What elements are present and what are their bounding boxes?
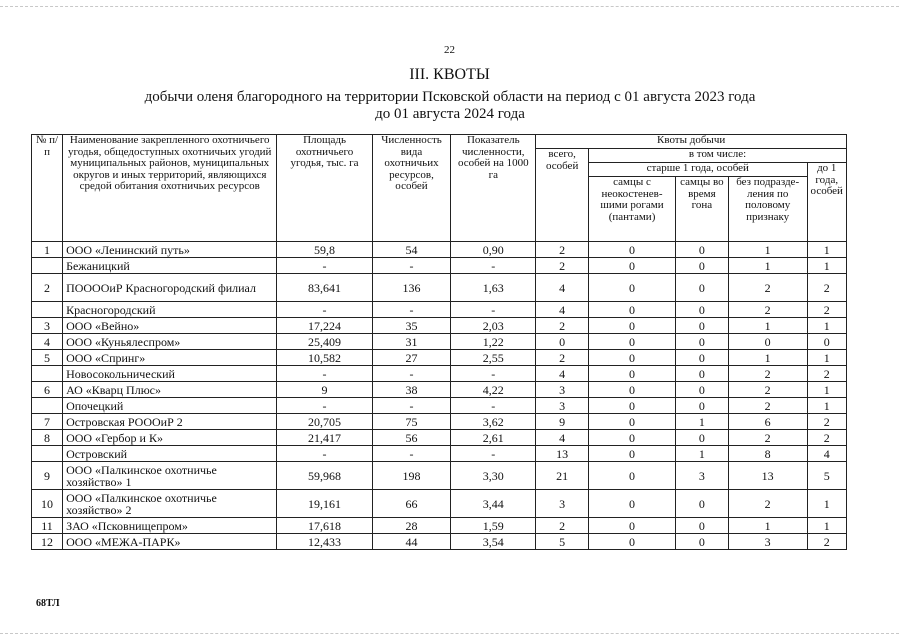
cell-under1: 4 <box>807 446 847 462</box>
cell-under1: 1 <box>807 490 847 518</box>
cell-total: 21 <box>536 462 589 490</box>
cell-num: 1 <box>32 242 63 258</box>
cell-name: Красногородский <box>63 302 277 318</box>
table-row <box>32 382 847 398</box>
cell-total: 9 <box>536 414 589 430</box>
cell-area: - <box>277 398 372 414</box>
cell-males-antlers: 0 <box>589 242 676 258</box>
cell-no-sex: 3 <box>728 534 807 550</box>
table-row <box>32 366 847 382</box>
cell-area: 83,641 <box>277 274 372 302</box>
table-row <box>32 242 847 258</box>
cell-count: 136 <box>372 274 451 302</box>
table-row <box>32 534 847 550</box>
cell-num: 10 <box>32 490 63 518</box>
table-row <box>32 318 847 334</box>
cell-no-sex: 1 <box>728 258 807 274</box>
cell-total: 5 <box>536 534 589 550</box>
cell-under1: 1 <box>807 518 847 534</box>
cell-num: 7 <box>32 414 63 430</box>
cell-males-rut: 1 <box>676 414 729 430</box>
cell-total: 13 <box>536 446 589 462</box>
cell-name: Бежаницкий <box>63 258 277 274</box>
cell-count: 38 <box>372 382 451 398</box>
cell-density: - <box>451 366 536 382</box>
cell-area: 10,582 <box>277 350 372 366</box>
table-row <box>32 490 847 518</box>
cell-males-antlers: 0 <box>589 382 676 398</box>
cell-count: 54 <box>372 242 451 258</box>
cell-name: ООО «Ленинский путь» <box>63 242 277 258</box>
quota-table <box>31 134 847 550</box>
cell-num <box>32 258 63 274</box>
document-subtitle <box>60 89 840 123</box>
cell-density: 1,22 <box>451 334 536 350</box>
cell-density: 2,55 <box>451 350 536 366</box>
cell-males-antlers: 0 <box>589 398 676 414</box>
cell-density: 1,59 <box>451 518 536 534</box>
cell-under1: 1 <box>807 398 847 414</box>
cell-count: - <box>372 398 451 414</box>
scan-edge-bottom <box>0 633 899 634</box>
cell-area: 25,409 <box>277 334 372 350</box>
cell-males-rut: 0 <box>676 366 729 382</box>
table-row <box>32 302 847 318</box>
cell-males-antlers: 0 <box>589 414 676 430</box>
page-number: 22 <box>444 44 455 56</box>
cell-under1: 1 <box>807 258 847 274</box>
cell-name: АО «Кварц Плюс» <box>63 382 277 398</box>
cell-males-antlers: 0 <box>589 274 676 302</box>
cell-name: Опочецкий <box>63 398 277 414</box>
cell-num <box>32 446 63 462</box>
cell-total: 4 <box>536 274 589 302</box>
cell-area: 17,618 <box>277 518 372 534</box>
cell-total: 3 <box>536 490 589 518</box>
cell-under1: 5 <box>807 462 847 490</box>
cell-males-antlers: 0 <box>589 258 676 274</box>
header-quotas: Квоты добычи <box>536 135 847 149</box>
cell-count: 198 <box>372 462 451 490</box>
cell-total: 4 <box>536 302 589 318</box>
cell-area: 20,705 <box>277 414 372 430</box>
cell-density: 3,62 <box>451 414 536 430</box>
cell-count: 31 <box>372 334 451 350</box>
cell-name: Новосокольнический <box>63 366 277 382</box>
cell-under1: 2 <box>807 414 847 430</box>
cell-density: 3,30 <box>451 462 536 490</box>
cell-density: 2,03 <box>451 318 536 334</box>
cell-under1: 1 <box>807 382 847 398</box>
cell-num: 4 <box>32 334 63 350</box>
cell-num <box>32 366 63 382</box>
cell-total: 2 <box>536 258 589 274</box>
cell-name: Островская РОООиР 2 <box>63 414 277 430</box>
cell-males-rut: 0 <box>676 382 729 398</box>
cell-males-rut: 0 <box>676 258 729 274</box>
header-row-1 <box>32 135 847 149</box>
header-total: всего, особей <box>536 149 589 242</box>
cell-no-sex: 2 <box>728 398 807 414</box>
cell-density: 1,63 <box>451 274 536 302</box>
cell-area: 17,224 <box>277 318 372 334</box>
cell-name: ООО «Палкинское охотничье хозяйство» 2 <box>63 490 277 518</box>
table-row <box>32 414 847 430</box>
cell-area: - <box>277 302 372 318</box>
cell-name: ПОООOиР Красногородский филиал <box>63 274 277 302</box>
cell-name: ООО «Спринг» <box>63 350 277 366</box>
cell-no-sex: 1 <box>728 242 807 258</box>
cell-under1: 2 <box>807 430 847 446</box>
cell-total: 2 <box>536 350 589 366</box>
cell-under1: 1 <box>807 350 847 366</box>
cell-density: - <box>451 446 536 462</box>
cell-males-rut: 0 <box>676 274 729 302</box>
cell-count: 66 <box>372 490 451 518</box>
cell-total: 2 <box>536 518 589 534</box>
cell-males-antlers: 0 <box>589 430 676 446</box>
cell-males-rut: 0 <box>676 334 729 350</box>
cell-density: 3,44 <box>451 490 536 518</box>
cell-males-antlers: 0 <box>589 534 676 550</box>
cell-males-antlers: 0 <box>589 350 676 366</box>
cell-males-rut: 0 <box>676 302 729 318</box>
header-males-rut: самцы во время гона <box>676 177 729 242</box>
header-density: Показатель численности, особей на 1000 га <box>451 135 536 242</box>
cell-num: 2 <box>32 274 63 302</box>
cell-no-sex: 1 <box>728 350 807 366</box>
cell-density: - <box>451 258 536 274</box>
cell-males-antlers: 0 <box>589 366 676 382</box>
cell-males-antlers: 0 <box>589 318 676 334</box>
subtitle-line-2: до 01 августа 2024 года <box>375 106 525 122</box>
cell-total: 3 <box>536 398 589 414</box>
header-area: Площадь охотничьего угодья, тыс. га <box>277 135 372 242</box>
table-row <box>32 462 847 490</box>
cell-total: 4 <box>536 430 589 446</box>
cell-num <box>32 302 63 318</box>
cell-name: ООО «МЕЖА-ПАРК» <box>63 534 277 550</box>
table-row <box>32 430 847 446</box>
cell-males-rut: 0 <box>676 350 729 366</box>
cell-males-antlers: 0 <box>589 334 676 350</box>
table-row <box>32 518 847 534</box>
cell-males-rut: 1 <box>676 446 729 462</box>
cell-num: 5 <box>32 350 63 366</box>
header-num: № п/п <box>32 135 63 242</box>
cell-no-sex: 2 <box>728 490 807 518</box>
table-row <box>32 350 847 366</box>
cell-density: 4,22 <box>451 382 536 398</box>
cell-num: 11 <box>32 518 63 534</box>
cell-under1: 2 <box>807 302 847 318</box>
cell-no-sex: 6 <box>728 414 807 430</box>
cell-density: - <box>451 302 536 318</box>
cell-area: - <box>277 258 372 274</box>
cell-num: 6 <box>32 382 63 398</box>
cell-no-sex: 1 <box>728 518 807 534</box>
table-row <box>32 274 847 302</box>
cell-males-rut: 0 <box>676 242 729 258</box>
cell-area: - <box>277 366 372 382</box>
table-row <box>32 334 847 350</box>
cell-under1: 2 <box>807 534 847 550</box>
cell-area: 21,417 <box>277 430 372 446</box>
cell-no-sex: 1 <box>728 318 807 334</box>
cell-count: 44 <box>372 534 451 550</box>
cell-count: - <box>372 258 451 274</box>
cell-males-antlers: 0 <box>589 302 676 318</box>
cell-males-antlers: 0 <box>589 462 676 490</box>
cell-under1: 2 <box>807 274 847 302</box>
subtitle-line-1: добычи оленя благородного на территории Псковской области на период с 01 августа 2023 года <box>144 89 756 105</box>
cell-males-rut: 0 <box>676 534 729 550</box>
cell-count: - <box>372 446 451 462</box>
cell-count: - <box>372 302 451 318</box>
cell-under1: 1 <box>807 242 847 258</box>
header-no-sex: без подразде-ления по половому признаку <box>728 177 807 242</box>
cell-density: 2,61 <box>451 430 536 446</box>
header-males-antlers: самцы с неокостенев-шими рогами (пантами) <box>589 177 676 242</box>
cell-name: ЗАО «Псковнищепром» <box>63 518 277 534</box>
cell-density: 0,90 <box>451 242 536 258</box>
quota-table-body <box>32 242 847 550</box>
footer-code: 68ТЛ <box>36 598 60 609</box>
cell-total: 4 <box>536 366 589 382</box>
cell-males-rut: 0 <box>676 490 729 518</box>
cell-area: 12,433 <box>277 534 372 550</box>
table-row <box>32 258 847 274</box>
header-under1: до 1 года, особей <box>807 163 847 242</box>
section-title: III. КВОТЫ <box>409 66 490 83</box>
cell-num: 12 <box>32 534 63 550</box>
cell-males-antlers: 0 <box>589 446 676 462</box>
cell-males-rut: 0 <box>676 398 729 414</box>
header-name: Наименование закрепленного охотничьего угодья, общедоступных охотничьих угодий муниципальных районов, муниципальных округов и иных территорий, являющихся средой обитания охотничьих ресурсов <box>63 135 277 242</box>
cell-total: 2 <box>536 242 589 258</box>
cell-males-rut: 3 <box>676 462 729 490</box>
scan-edge-top <box>0 6 899 7</box>
cell-males-antlers: 0 <box>589 518 676 534</box>
cell-no-sex: 8 <box>728 446 807 462</box>
cell-density: - <box>451 398 536 414</box>
cell-name: ООО «Вейно» <box>63 318 277 334</box>
cell-total: 2 <box>536 318 589 334</box>
cell-area: 59,8 <box>277 242 372 258</box>
cell-males-antlers: 0 <box>589 490 676 518</box>
cell-name: Островский <box>63 446 277 462</box>
cell-no-sex: 2 <box>728 274 807 302</box>
cell-count: 27 <box>372 350 451 366</box>
cell-no-sex: 2 <box>728 382 807 398</box>
cell-under1: 0 <box>807 334 847 350</box>
cell-area: - <box>277 446 372 462</box>
cell-total: 3 <box>536 382 589 398</box>
header-count: Численность вида охотничьих ресурсов, особей <box>372 135 451 242</box>
cell-no-sex: 13 <box>728 462 807 490</box>
table-row <box>32 398 847 414</box>
header-including: в том числе: <box>589 149 847 163</box>
cell-num <box>32 398 63 414</box>
cell-count: 75 <box>372 414 451 430</box>
cell-area: 59,968 <box>277 462 372 490</box>
cell-total: 0 <box>536 334 589 350</box>
cell-no-sex: 2 <box>728 366 807 382</box>
cell-under1: 1 <box>807 318 847 334</box>
cell-num: 3 <box>32 318 63 334</box>
cell-no-sex: 2 <box>728 302 807 318</box>
cell-count: 56 <box>372 430 451 446</box>
cell-no-sex: 0 <box>728 334 807 350</box>
cell-name: ООО «Гербор и К» <box>63 430 277 446</box>
cell-males-rut: 0 <box>676 318 729 334</box>
cell-num: 8 <box>32 430 63 446</box>
cell-under1: 2 <box>807 366 847 382</box>
cell-no-sex: 2 <box>728 430 807 446</box>
table-row <box>32 446 847 462</box>
header-older: старше 1 года, особей <box>589 163 807 177</box>
cell-name: ООО «Куньялеспром» <box>63 334 277 350</box>
cell-num: 9 <box>32 462 63 490</box>
cell-count: 28 <box>372 518 451 534</box>
cell-males-rut: 0 <box>676 430 729 446</box>
cell-name: ООО «Палкинское охотничье хозяйство» 1 <box>63 462 277 490</box>
cell-males-rut: 0 <box>676 518 729 534</box>
cell-density: 3,54 <box>451 534 536 550</box>
cell-area: 19,161 <box>277 490 372 518</box>
cell-count: 35 <box>372 318 451 334</box>
cell-count: - <box>372 366 451 382</box>
cell-area: 9 <box>277 382 372 398</box>
